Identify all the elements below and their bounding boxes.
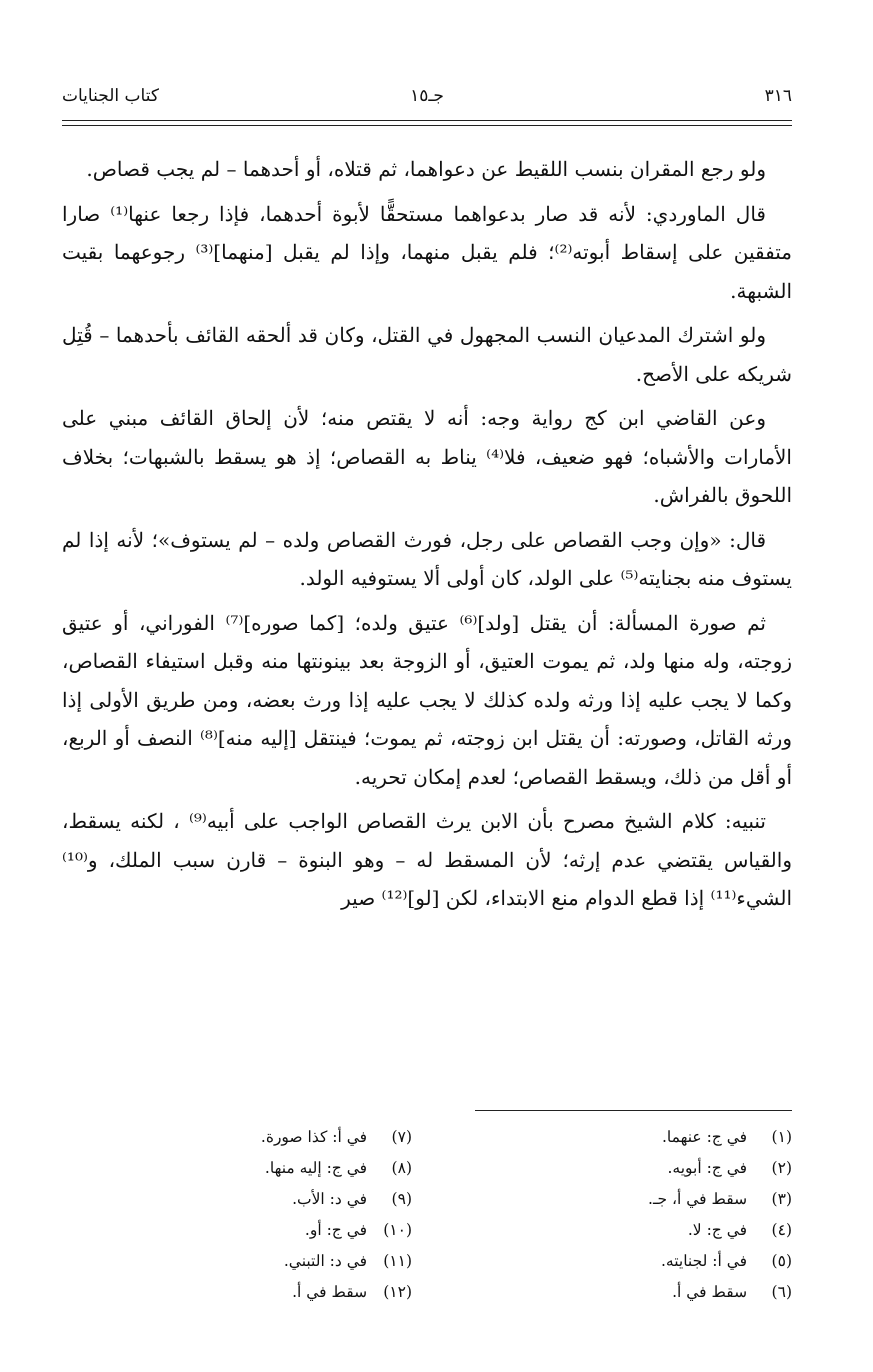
footnote xyxy=(152,1122,412,1153)
footnote xyxy=(152,1184,412,1215)
header-rule-bottom xyxy=(62,125,792,126)
paragraph: ثم صورة المسألة: أن يقتل [ولد]⁽⁶⁾ عتيق ولده؛ [كما صوره]⁽⁷⁾ الفوراني، أو عتيق زوجته، وله منها ولد، ثم يموت العتيق، أو الزوجة بعد بينونتها منه وقبل استيفاء القصاص، وكما لا يجب عليه إذا ورثه ولده كذلك لا يجب عليه إذا ورث بعضه، ومن طريق الأولى إذا ورثه القاتل، وصورته: أن يقتل ابن زوجته، ثم يموت؛ فينتقل [إليه منه]⁽⁸⁾ النصف أو الربع، أو أقل من ذلك، ويسقط القصاص؛ لعدم إمكان تحريه. xyxy=(62,610,792,789)
footnote xyxy=(152,1246,412,1277)
footnote-number: (١١) xyxy=(383,1252,412,1270)
volume-label: جـ١٥ xyxy=(410,86,444,106)
footnote-text: في أ: لجنايته. xyxy=(660,1252,748,1270)
footnote xyxy=(532,1246,792,1277)
footnote-number: (٥) xyxy=(771,1252,792,1270)
footnote-text: في د: التبني. xyxy=(283,1252,368,1270)
page-number: ٣١٦ xyxy=(764,86,792,106)
footnotes xyxy=(62,1122,792,1322)
footnote-number: (٧) xyxy=(391,1128,412,1146)
footnote xyxy=(532,1277,792,1308)
footnote xyxy=(532,1215,792,1246)
footnotes-column-left xyxy=(152,1122,412,1308)
footnote-text: في أ: كذا صورة. xyxy=(260,1128,368,1146)
header-rule-top xyxy=(62,120,792,121)
footnote xyxy=(152,1215,412,1246)
footnote-text: سقط في أ، جـ. xyxy=(648,1190,748,1208)
footnote-text: في ج: عنهما. xyxy=(661,1128,748,1146)
footnote-number: (٢) xyxy=(771,1159,792,1177)
footnote-text: سقط في أ. xyxy=(292,1283,368,1301)
main-text xyxy=(62,150,792,924)
footnote xyxy=(532,1122,792,1153)
footnote-separator xyxy=(475,1110,792,1111)
footnote xyxy=(532,1153,792,1184)
paragraph: قال: «وإن وجب القصاص على رجل، فورث القصاص ولده – لم يستوف»؛ لأنه إذا لم يستوف منه بجنايته⁽⁵⁾ على الولد، كان أولى ألا يستوفيه الولد. xyxy=(62,527,792,590)
footnote-number: (١٠) xyxy=(383,1221,412,1239)
footnote-text: سقط في أ. xyxy=(672,1283,748,1301)
footnote xyxy=(532,1184,792,1215)
chapter-title: كتاب الجنايات xyxy=(62,86,159,106)
footnote-number: (٩) xyxy=(391,1190,412,1208)
footnote-number: (٤) xyxy=(771,1221,792,1239)
footnote xyxy=(152,1277,412,1308)
footnote-number: (١٢) xyxy=(383,1283,412,1301)
footnote-number: (٦) xyxy=(771,1283,792,1301)
footnote-text: في ج: أبويه. xyxy=(667,1159,748,1177)
running-header xyxy=(62,86,792,116)
footnote-text: في د: الأب. xyxy=(292,1190,368,1208)
footnote-number: (١) xyxy=(771,1128,792,1146)
footnote-text: في ج: لا. xyxy=(687,1221,748,1239)
footnotes-column-right xyxy=(532,1122,792,1308)
paragraph: قال الماوردي: لأنه قد صار بدعواهما مستحقًّا لأبوة أحدهما، فإذا رجعا عنها⁽¹⁾ صارا متفقين على إسقاط أبوته⁽²⁾؛ فلم يقبل منهما، وإذا لم يقبل [منهما]⁽³⁾ رجوعهما بقيت الشبهة. xyxy=(62,201,793,303)
footnote-number: (٣) xyxy=(771,1190,792,1208)
footnote-number: (٨) xyxy=(391,1159,412,1177)
paragraph: وعن القاضي ابن كج رواية وجه: أنه لا يقتص منه؛ لأن إلحاق القائف مبني على الأمارات والأشباه؛ فهو ضعيف، فلا⁽⁴⁾ يناط به القصاص؛ إذ هو يسقط بالشبهات؛ بخلاف اللحوق بالفراش. xyxy=(62,406,792,507)
footnote-text: في ج: إليه منها. xyxy=(264,1159,368,1177)
footnote-text: في ج: أو. xyxy=(304,1221,368,1239)
paragraph: ولو اشترك المدعيان النسب المجهول في القتل، وكان قد ألحقه القائف بأحدهما – قُتِل شريكه على الأصح. xyxy=(62,323,792,386)
paragraph: ولو رجع المقران بنسب اللقيط عن دعواهما، ثم قتلاه، أو أحدهما – لم يجب قصاص. xyxy=(86,157,766,181)
footnote xyxy=(152,1153,412,1184)
paragraph: تنبيه: كلام الشيخ مصرح بأن الابن يرث القصاص الواجب على أبيه⁽⁹⁾ ، لكنه يسقط، والقياس يقتضي عدم إرثه؛ لأن المسقط له – وهو البنوة – قارن سبب الملك، و⁽¹⁰⁾ الشيء⁽¹¹⁾ إذا قطع الدوام منع الابتداء، لكن [لو]⁽¹²⁾ صير xyxy=(62,809,792,910)
